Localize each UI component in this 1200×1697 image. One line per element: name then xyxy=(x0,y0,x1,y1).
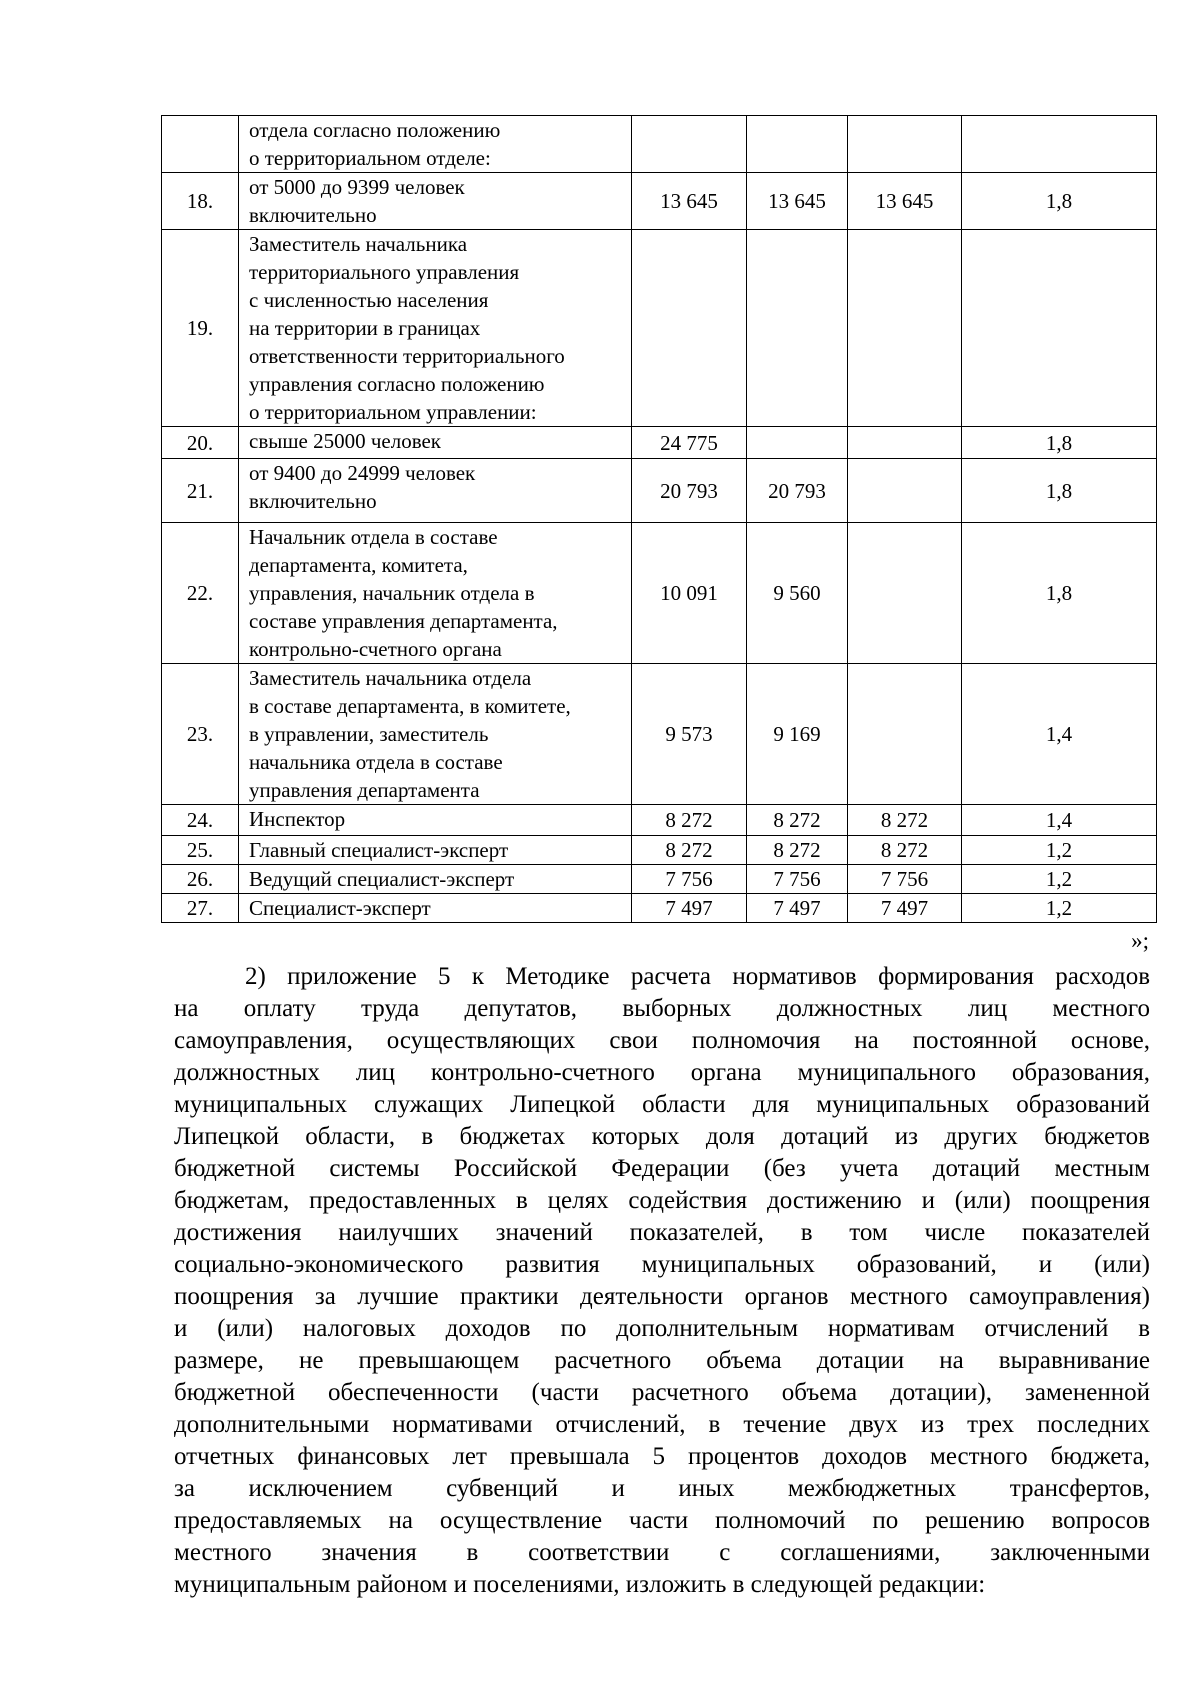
position-name-line: о территориальном управлении: xyxy=(249,400,537,424)
paragraph-line: должностных лиц контрольно-счетного органа муниципального образования, xyxy=(174,1059,1150,1086)
position-name xyxy=(239,865,632,894)
paragraph-line: бюджетам, предоставленных в целях содействия достижению и (или) поощрения xyxy=(174,1187,1150,1214)
salary-value-3: 7 497 xyxy=(848,894,962,923)
table-row xyxy=(162,805,1157,836)
position-name-line: Инспектор xyxy=(249,807,346,831)
paragraph-line: Липецкой области, в бюджетах которых доля дотаций из других бюджетов xyxy=(174,1123,1150,1150)
position-name xyxy=(239,836,632,865)
position-name-line: управления, начальник отдела в xyxy=(249,581,535,605)
table-row xyxy=(162,836,1157,865)
salary-value-2: 7 497 xyxy=(747,894,848,923)
coefficient: 1,2 xyxy=(962,865,1157,894)
position-name-line: Начальник отдела в составе xyxy=(249,525,498,549)
coefficient xyxy=(962,116,1157,173)
row-number: 23. xyxy=(162,664,239,805)
coefficient: 1,4 xyxy=(962,664,1157,805)
salary-value-2: 9 169 xyxy=(747,664,848,805)
position-name xyxy=(239,805,632,836)
salary-value-3 xyxy=(848,116,962,173)
position-name-line: управления департамента xyxy=(249,778,480,802)
position-name xyxy=(239,173,632,230)
table-row xyxy=(162,230,1157,427)
salary-value-1: 7 756 xyxy=(632,865,747,894)
salary-value-3 xyxy=(848,523,962,664)
row-number xyxy=(162,116,239,173)
salary-value-1 xyxy=(632,230,747,427)
paragraph-line: муниципальным районом и поселениями, изложить в следующей редакции: xyxy=(174,1571,986,1598)
paragraph-line: размере, не превышающем расчетного объема дотации на выравнивание xyxy=(174,1347,1150,1374)
salary-value-1: 20 793 xyxy=(632,459,747,523)
position-name-line: Заместитель начальника xyxy=(249,232,468,256)
row-number: 27. xyxy=(162,894,239,923)
position-name xyxy=(239,664,632,805)
row-number: 18. xyxy=(162,173,239,230)
table-row xyxy=(162,427,1157,459)
position-name xyxy=(239,459,632,523)
salary-value-2: 20 793 xyxy=(747,459,848,523)
salary-value-1: 7 497 xyxy=(632,894,747,923)
position-name xyxy=(239,230,632,427)
paragraph-line: местного значения в соответствии с соглашениями, заключенными xyxy=(174,1539,1150,1566)
salary-value-1: 8 272 xyxy=(632,836,747,865)
salary-value-3: 8 272 xyxy=(848,805,962,836)
position-name-line: Заместитель начальника отдела xyxy=(249,666,532,690)
position-name-line: в составе департамента, в комитете, xyxy=(249,694,571,718)
coefficient: 1,8 xyxy=(962,173,1157,230)
position-name-line: от 9400 до 24999 человек xyxy=(249,461,476,485)
salary-value-2: 13 645 xyxy=(747,173,848,230)
salary-value-2: 8 272 xyxy=(747,836,848,865)
salary-value-3 xyxy=(848,427,962,459)
position-name-line: на территории в границах xyxy=(249,316,481,340)
position-name-line: включительно xyxy=(249,489,377,513)
position-name-line: отдела согласно положению xyxy=(249,118,501,142)
row-number: 24. xyxy=(162,805,239,836)
salary-table xyxy=(161,115,1157,923)
position-name-line: ответственности территориального xyxy=(249,344,565,368)
salary-value-1: 24 775 xyxy=(632,427,747,459)
salary-value-3: 13 645 xyxy=(848,173,962,230)
table-row xyxy=(162,116,1157,173)
position-name xyxy=(239,116,632,173)
coefficient: 1,8 xyxy=(962,523,1157,664)
position-name xyxy=(239,427,632,459)
position-name-line: Главный специалист-эксперт xyxy=(249,838,509,862)
salary-value-1 xyxy=(632,116,747,173)
position-name-line: о территориальном отделе: xyxy=(249,146,491,170)
closing-quote-mark: »; xyxy=(1131,928,1149,953)
table-row xyxy=(162,173,1157,230)
salary-value-2: 7 756 xyxy=(747,865,848,894)
position-name-line: Специалист-эксперт xyxy=(249,896,431,920)
position-name-line: в управлении, заместитель xyxy=(249,722,489,746)
row-number: 22. xyxy=(162,523,239,664)
row-number: 21. xyxy=(162,459,239,523)
coefficient: 1,8 xyxy=(962,459,1157,523)
salary-table-body xyxy=(162,116,1157,923)
position-name xyxy=(239,523,632,664)
coefficient: 1,2 xyxy=(962,894,1157,923)
salary-value-1: 9 573 xyxy=(632,664,747,805)
paragraph-line: бюджетной системы Российской Федерации (без учета дотаций местным xyxy=(174,1155,1150,1182)
paragraph-line: предоставляемых на осуществление части полномочий по решению вопросов xyxy=(174,1507,1150,1534)
table-row xyxy=(162,664,1157,805)
coefficient xyxy=(962,230,1157,427)
position-name-line: контрольно-счетного органа xyxy=(249,637,502,661)
row-number: 25. xyxy=(162,836,239,865)
amendment-paragraph xyxy=(174,961,1150,1601)
position-name-line: департамента, комитета, xyxy=(249,553,468,577)
salary-value-1: 8 272 xyxy=(632,805,747,836)
position-name-line: от 5000 до 9399 человек xyxy=(249,175,465,199)
salary-value-3 xyxy=(848,230,962,427)
coefficient: 1,8 xyxy=(962,427,1157,459)
paragraph-line: отчетных финансовых лет превышала 5 процентов доходов местного бюджета, xyxy=(174,1443,1150,1470)
salary-value-2 xyxy=(747,427,848,459)
position-name-line: свыше 25000 человек xyxy=(249,429,442,453)
salary-value-3: 7 756 xyxy=(848,865,962,894)
salary-value-3: 8 272 xyxy=(848,836,962,865)
salary-value-2 xyxy=(747,116,848,173)
position-name-line: составе управления департамента, xyxy=(249,609,558,633)
table-row xyxy=(162,523,1157,664)
row-number: 26. xyxy=(162,865,239,894)
position-name-line: начальника отдела в составе xyxy=(249,750,503,774)
table-row xyxy=(162,865,1157,894)
table-row xyxy=(162,894,1157,923)
salary-value-3 xyxy=(848,459,962,523)
paragraph-line: за исключением субвенций и иных межбюджетных трансфертов, xyxy=(174,1475,1150,1502)
salary-value-3 xyxy=(848,664,962,805)
position-name-line: Ведущий специалист-эксперт xyxy=(249,867,515,891)
salary-value-2 xyxy=(747,230,848,427)
row-number: 19. xyxy=(162,230,239,427)
paragraph-line: дополнительными нормативами отчислений, в течение двух из трех последних xyxy=(174,1411,1150,1438)
position-name-line: территориального управления xyxy=(249,260,520,284)
row-number: 20. xyxy=(162,427,239,459)
paragraph-line: бюджетной обеспеченности (части расчетного объема дотации), замененной xyxy=(174,1379,1150,1406)
paragraph-line: 2) приложение 5 к Методике расчета нормативов формирования расходов xyxy=(245,963,1150,990)
position-name-line: с численностью населения xyxy=(249,288,489,312)
table-row xyxy=(162,459,1157,523)
coefficient: 1,2 xyxy=(962,836,1157,865)
position-name-line: управления согласно положению xyxy=(249,372,545,396)
paragraph-line: социально-экономического развития муниципальных образований, и (или) xyxy=(174,1251,1150,1278)
salary-value-2: 9 560 xyxy=(747,523,848,664)
coefficient: 1,4 xyxy=(962,805,1157,836)
position-name-line: включительно xyxy=(249,203,377,227)
paragraph-line: на оплату труда депутатов, выборных должностных лиц местного xyxy=(174,995,1150,1022)
paragraph-line: достижения наилучших значений показателей, в том числе показателей xyxy=(174,1219,1150,1246)
paragraph-line: муниципальных служащих Липецкой области для муниципальных образований xyxy=(174,1091,1150,1118)
position-name xyxy=(239,894,632,923)
salary-value-1: 13 645 xyxy=(632,173,747,230)
paragraph-line: поощрения за лучшие практики деятельности органов местного самоуправления) xyxy=(174,1283,1150,1310)
paragraph-line: и (или) налоговых доходов по дополнительным нормативам отчислений в xyxy=(174,1315,1150,1342)
salary-value-2: 8 272 xyxy=(747,805,848,836)
paragraph-line: самоуправления, осуществляющих свои полномочия на постоянной основе, xyxy=(174,1027,1150,1054)
salary-value-1: 10 091 xyxy=(632,523,747,664)
